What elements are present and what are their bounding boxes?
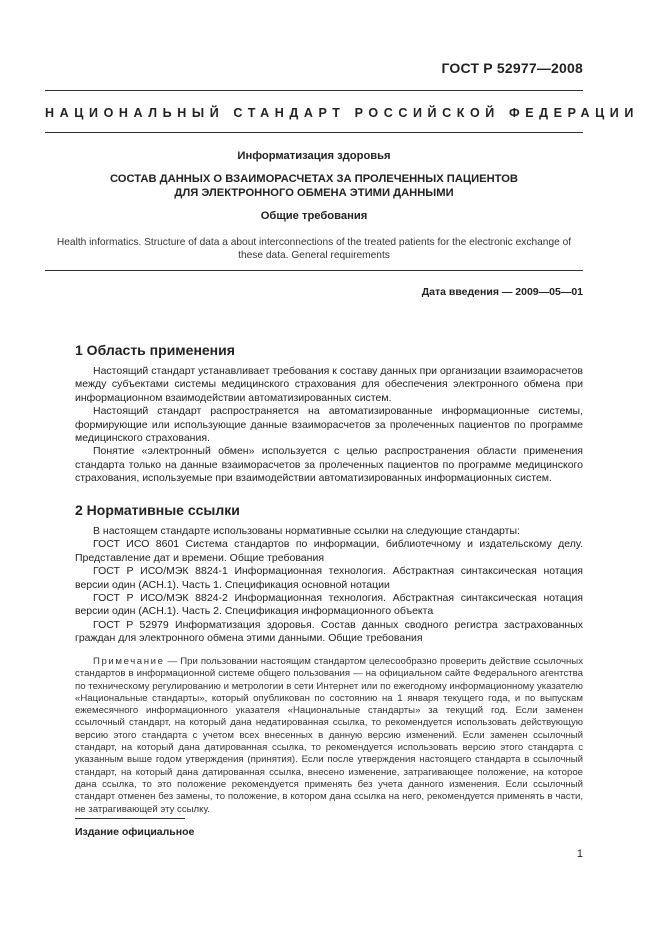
note-lead: Примечание <box>93 656 165 667</box>
section-1-body <box>75 365 583 486</box>
reference-item: ГОСТ Р ИСО/МЭК 8824-1 Информационная технология. Абстрактная синтаксическая нотация версии один (АСН.1). Часть 1. Спецификация основной нотации <box>75 565 583 591</box>
section-1-paragraph: Понятие «электронный обмен» используется с целью распространения области применения стандарта только на данные взаиморасчетов за пролеченных пациентов по программе медицинского страхования, используемые при взаимодействии автоматизированных информационных систем. <box>75 445 583 485</box>
section-1-heading: 1 Область применения <box>75 342 235 358</box>
reference-item: ГОСТ Р ИСО/МЭК 8824-2 Информационная технология. Абстрактная синтаксическая нотация версии один (АСН.1). Часть 2. Спецификация информационного объекта <box>75 592 583 618</box>
section-1-paragraph: Настоящий стандарт распространяется на автоматизированные информационные системы, формирующие или использующие данные взаиморасчетов за пролеченных пациентов по программе медицинского страхования. <box>75 405 583 445</box>
section-1-paragraph: Настоящий стандарт устанавливает требования к составу данных при организации взаиморасчетов между субъектами системы медицинского страхования для обеспечения электронного обмена при информационном взаимодействии автоматизированных систем. <box>75 365 583 404</box>
section-2-paragraph: В настоящем стандарте использованы нормативные ссылки на следующие стандарты: <box>93 525 520 537</box>
official-edition-label: Издание официальное <box>75 826 195 838</box>
divider-title <box>45 270 583 271</box>
reference-item: ГОСТ ИСО 8601 Система стандартов по информации, библиотечному и издательскому делу. Представление дат и времени. Общие требования <box>75 538 583 564</box>
reference-item: ГОСТ Р 52979 Информатизация здоровья. Состав данных сводного регистра застрахованных граждан для электронного обмена этими данными. Общие требования <box>75 618 583 645</box>
divider-top <box>45 90 583 91</box>
introduction-date: Дата введения — 2009—05—01 <box>421 286 583 298</box>
section-2-body <box>75 525 583 646</box>
national-standard-banner: НАЦИОНАЛЬНЫЙ СТАНДАРТ РОССИЙСКОЙ ФЕДЕРАЦИИ <box>45 106 639 120</box>
document-title-line-2: ДЛЯ ЭЛЕКТРОННОГО ОБМЕНА ЭТИМИ ДАННЫМИ <box>174 187 454 199</box>
title-area: Информатизация здоровья <box>237 150 391 162</box>
note-text: — При пользовании настоящим стандартом целесообразно проверить действие ссылочных стандартов в информационной системе общего пользования — на официальном сайте Федерального агентства по техническому регулированию и метрологии в сети Интернет или по ежегодному информационному указателю «Национальные стандарты», который опубликован по состоянию на 1 января текущего года, и по выпускам ежемесячного информационного указателя «Национальные стандарты» за текущий год. Если заменен ссылочный стандарт, на который дана недатированная ссылка, то рекомендуется использовать действующую версию этого стандарта с учетом всех внесенных в данную версию изменений. Если заменен ссылочный стандарт, на который дана датированная ссылка, то рекомендуется использовать версию этого стандарта с указанным выше годом утверждения (принятия). Если после утверждения настоящего стандарта в ссылочный стандарт, на который дана датированная ссылка, внесено изменение, затрагивающее положение, на которое дана ссылка, то это положение рекомендуется применять без учета данного изменения. Если ссылочный стандарт отменен без замены, то положение, в котором дана ссылка на него, рекомендуется применять в части, не затрагивающей эту ссылку. <box>75 656 583 815</box>
section-2-note <box>75 656 583 816</box>
section-2-heading: 2 Нормативные ссылки <box>75 502 240 518</box>
divider-footer <box>75 818 185 819</box>
divider-banner <box>45 132 583 133</box>
document-subtitle: Общие требования <box>260 210 368 222</box>
document-title-line-1: СОСТАВ ДАННЫХ О ВЗАИМОРАСЧЕТАХ ЗА ПРОЛЕЧЕННЫХ ПАЦИЕНТОВ <box>109 173 518 185</box>
document-code: ГОСТ Р 52977—2008 <box>441 60 583 76</box>
document-title <box>45 172 583 200</box>
english-title: Health informatics. Structure of data a about interconnections of the treated patients for the electronic exchange of these data. General requirements <box>56 237 572 261</box>
page-number: 1 <box>576 848 583 860</box>
